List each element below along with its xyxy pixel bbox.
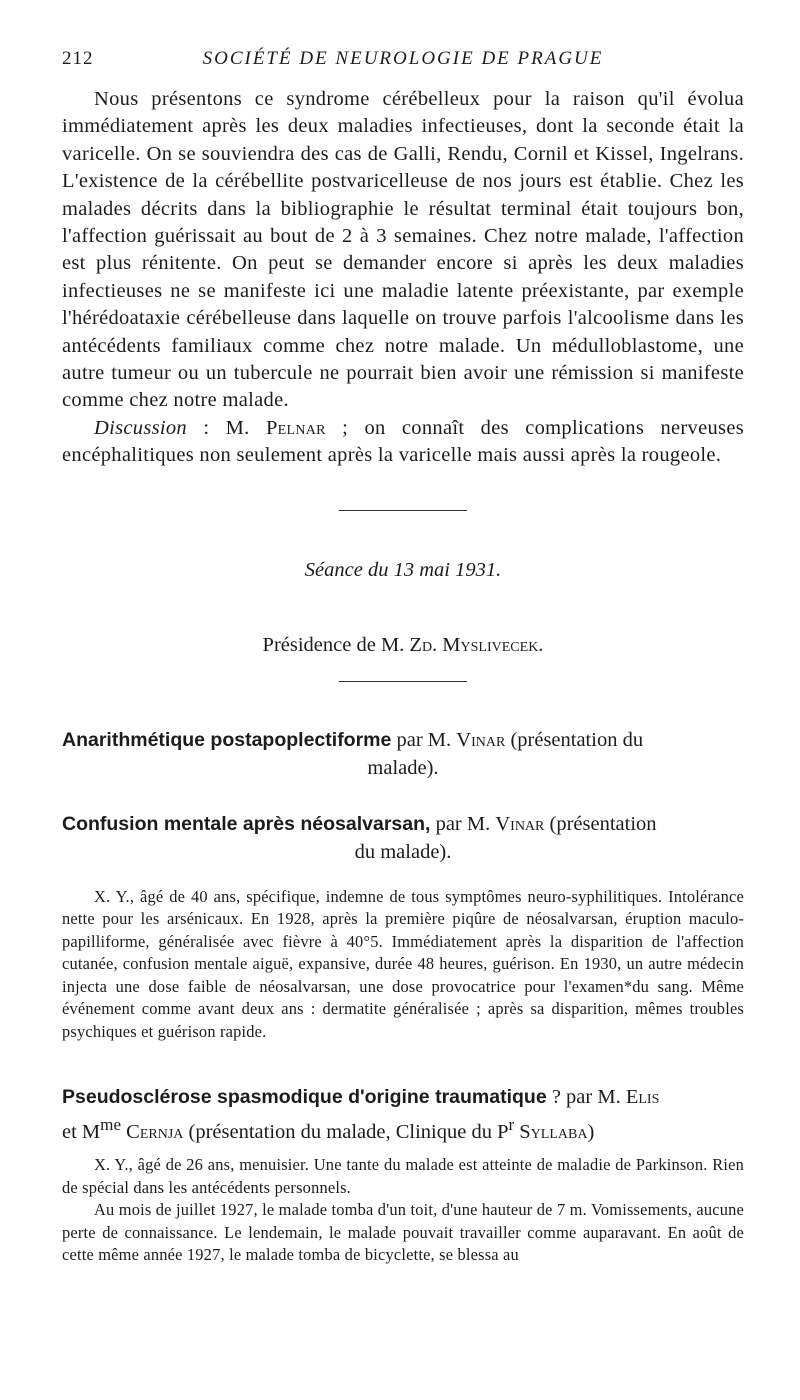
- section-suffix: (présentation du: [505, 728, 644, 751]
- section-suffix-cont: du malade).: [354, 840, 452, 863]
- section-line2-end: ): [587, 1121, 595, 1144]
- case-report-pseudosclerose-2: Au mois de juillet 1927, le malade tomba d'un toit, d'une hauteur de 7 m. Vomissements, aucune perte de connaissance. Le lendemain, le malade pouvait travailler comme auparavant. En août de cette même année 1927, le malade tomba de bicyclette, se blessa au: [62, 1200, 744, 1265]
- section-title: Pseudosclérose spasmodique d'origine traumatique: [62, 1086, 547, 1109]
- section-by: par M.: [391, 728, 457, 751]
- page-number: 212: [62, 48, 94, 69]
- section-by: ? par M.: [546, 1086, 626, 1109]
- section-heading-anarithmetique: [62, 726, 744, 782]
- section-suffix: (présentation: [544, 812, 657, 835]
- presidence-name: Zd. Myslivecek.: [409, 633, 544, 656]
- discussion-author: Pelnar: [265, 416, 326, 439]
- section-author: Vinar: [456, 728, 506, 751]
- discussion-sep: : M.: [186, 416, 266, 439]
- discussion-text: ; on connaît des complications nerveuses encéphalitiques non seulement après la varicelle mais aussi après la rougeole.: [62, 416, 744, 467]
- case-report-confusion: X. Y., âgé de 40 ans, spécifique, indemne de tous symptômes neuro-syphilitiques. Intolérance nette pour les arsénicaux. En 1928, après la première piqûre de néosalvarsan, éruption maculo-papilliforme, généralisée avec fièvre à 40°5. Immédiatement après la disparition de l'affection cutanée, confusion mentale aiguë, expansive, durée 48 heures, guérison. En 1930, un autre médecin injecta une dose faible de néosalvarsan, une dose provocatrice pour l'examen*du sang. Même événement comme avant deux ans : dermatite généralisée ; après sa disparition, mêmes troubles psychiques et guérison rapide.: [62, 886, 744, 1041]
- section-coauthor: Cernja: [121, 1121, 184, 1144]
- section-title: Anarithmétique postapoplectiforme: [62, 728, 392, 751]
- section-line2-sup: me: [100, 1115, 122, 1135]
- paragraph-discussion: [62, 415, 744, 470]
- running-head: [62, 48, 744, 70]
- section-by: par M.: [430, 812, 496, 835]
- presidence-line: [62, 634, 744, 657]
- section-author: Vinar: [495, 812, 545, 835]
- section-line2-sup2: r: [508, 1115, 515, 1135]
- section-line2-prefix: et M: [62, 1121, 101, 1144]
- seance-date: Séance du 13 mai 1931.: [304, 558, 502, 581]
- section-heading-pseudosclerose: [62, 1083, 744, 1146]
- section-clinic-head: Syllaba: [514, 1121, 588, 1144]
- paragraph-conclusion: Nous présentons ce syndrome cérébelleux pour la raison qu'il évolua immédiatement après les deux maladies infectieuses, dont la seconde était la varicelle. On se souviendra des cas de Galli, Rendu, Cornil et Kissel, Ingelrans. L'existence de la cérébellite postvaricelleuse de nos jours est établie. Chez les malades décrits dans la bibliographie le résultat terminal était toujours bon, l'affection guérissait au bout de 2 à 3 semaines. Chez notre malade, l'affection est plus rénitente. On peut se demander encore si après les deux maladies infectieuses ne se manifeste ici une maladie latente préexistante, par exemple l'hérédoataxie cérébelleuse dans laquelle on trouve parfois l'alcoolisme dans les antécédents familiaux comme chez notre malade. Un médulloblastome, une autre tumeur ou un tubercule ne pourrait bien avoir une rémission si manifeste comme chez notre malade.: [62, 88, 744, 412]
- section-title: Confusion mentale après néosalvarsan,: [62, 812, 431, 835]
- discussion-label: Discussion: [94, 416, 187, 439]
- section-line2-mid: (présentation du malade, Clinique du P: [183, 1121, 509, 1144]
- section-suffix-cont: malade).: [367, 756, 439, 779]
- case-report-pseudosclerose-1: X. Y., âgé de 26 ans, menuisier. Une tante du malade est atteinte de maladie de Parkinson. Rien de spécial dans les antécédents personnels.: [62, 1155, 744, 1197]
- running-title: SOCIÉTÉ DE NEUROLOGIE DE PRAGUE: [202, 48, 604, 69]
- section-heading-confusion: [62, 810, 744, 866]
- presidence-prefix: Présidence de M.: [262, 633, 410, 656]
- section-author: Elis: [625, 1086, 660, 1109]
